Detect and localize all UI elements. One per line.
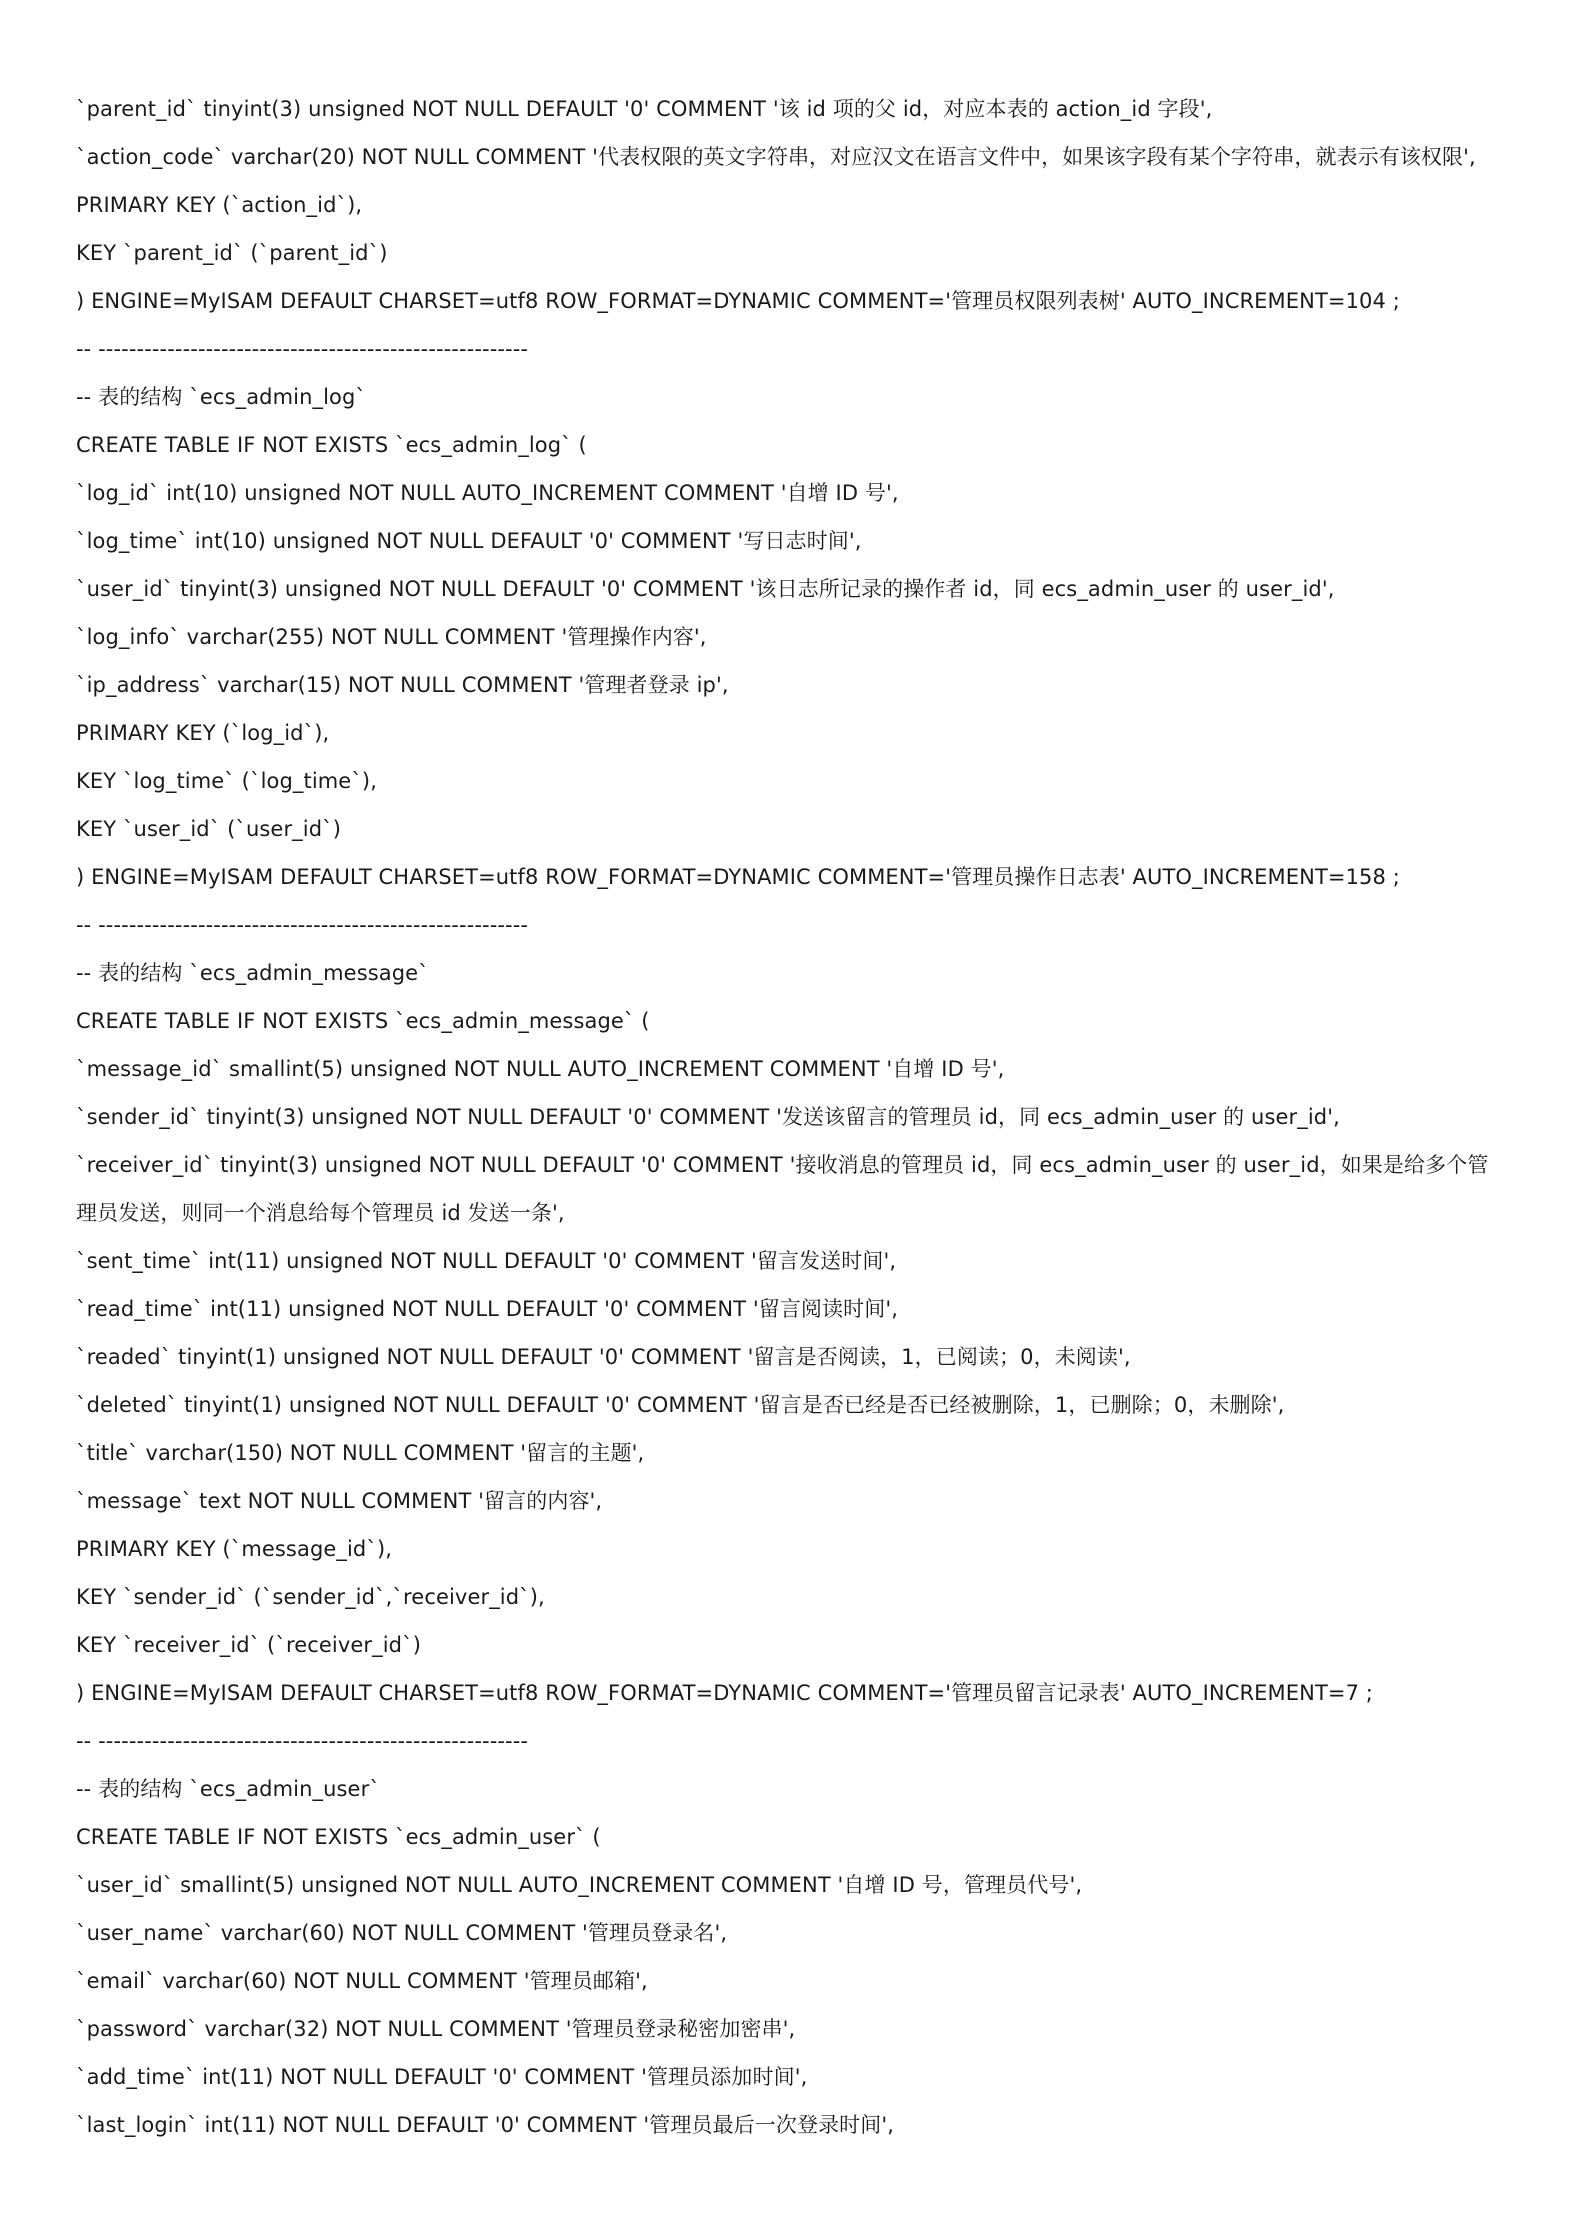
sql-line: KEY `log_time` (`log_time`), bbox=[76, 769, 377, 793]
sql-line: CREATE TABLE IF NOT EXISTS `ecs_admin_user` ( bbox=[76, 1825, 601, 1849]
sql-line: `action_code` varchar(20) NOT NULL COMMENT '代表权限的英文字符串，对应汉文在语言文件中，如果该字段有某个字符串，就表示有该权限', bbox=[76, 145, 1476, 169]
sql-line: `user_id` smallint(5) unsigned NOT NULL AUTO_INCREMENT COMMENT '自增 ID 号，管理员代号', bbox=[76, 1873, 1083, 1897]
sql-line: `parent_id` tinyint(3) unsigned NOT NULL DEFAULT '0' COMMENT '该 id 项的父 id，对应本表的 action_id 字段', bbox=[76, 97, 1213, 121]
table-structure-heading: -- 表的结构 `ecs_admin_user` bbox=[76, 1777, 380, 1801]
sql-line: `email` varchar(60) NOT NULL COMMENT '管理员邮箱', bbox=[76, 1969, 648, 1993]
separator-line: -- -------------------------------------------------------- bbox=[76, 913, 529, 937]
sql-line: `user_name` varchar(60) NOT NULL COMMENT '管理员登录名', bbox=[76, 1921, 728, 1945]
sql-line: `log_id` int(10) unsigned NOT NULL AUTO_INCREMENT COMMENT '自增 ID 号', bbox=[76, 481, 899, 505]
sql-line: `user_id` tinyint(3) unsigned NOT NULL DEFAULT '0' COMMENT '该日志所记录的操作者 id，同 ecs_admin_user 的 user_id', bbox=[76, 577, 1335, 601]
sql-line: KEY `receiver_id` (`receiver_id`) bbox=[76, 1633, 421, 1657]
sql-line: CREATE TABLE IF NOT EXISTS `ecs_admin_message` ( bbox=[76, 1009, 650, 1033]
sql-line: 理员发送，则同一个消息给每个管理员 id 发送一条', bbox=[76, 1201, 565, 1225]
separator-line: -- -------------------------------------------------------- bbox=[76, 1729, 529, 1753]
sql-line: `read_time` int(11) unsigned NOT NULL DEFAULT '0' COMMENT '留言阅读时间', bbox=[76, 1297, 898, 1321]
sql-line: PRIMARY KEY (`log_id`), bbox=[76, 721, 330, 745]
sql-line: `message` text NOT NULL COMMENT '留言的内容', bbox=[76, 1489, 603, 1513]
sql-line: `sent_time` int(11) unsigned NOT NULL DEFAULT '0' COMMENT '留言发送时间', bbox=[76, 1249, 897, 1273]
sql-line: PRIMARY KEY (`action_id`), bbox=[76, 193, 363, 217]
table-structure-heading: -- 表的结构 `ecs_admin_message` bbox=[76, 961, 429, 985]
sql-line: `sender_id` tinyint(3) unsigned NOT NULL DEFAULT '0' COMMENT '发送该留言的管理员 id，同 ecs_admin_user 的 user_id', bbox=[76, 1105, 1340, 1129]
sql-line: `deleted` tinyint(1) unsigned NOT NULL DEFAULT '0' COMMENT '留言是否已经是否已经被删除，1，已删除；0，未删除', bbox=[76, 1393, 1285, 1417]
table-structure-heading: -- 表的结构 `ecs_admin_log` bbox=[76, 385, 367, 409]
sql-line: `log_info` varchar(255) NOT NULL COMMENT '管理操作内容', bbox=[76, 625, 707, 649]
sql-line: `message_id` smallint(5) unsigned NOT NULL AUTO_INCREMENT COMMENT '自增 ID 号', bbox=[76, 1057, 1005, 1081]
separator-line: -- -------------------------------------------------------- bbox=[76, 337, 529, 361]
sql-line: `ip_address` varchar(15) NOT NULL COMMENT '管理者登录 ip', bbox=[76, 673, 729, 697]
sql-line: KEY `parent_id` (`parent_id`) bbox=[76, 241, 388, 265]
sql-line: `title` varchar(150) NOT NULL COMMENT '留言的主题', bbox=[76, 1441, 645, 1465]
sql-line: `log_time` int(10) unsigned NOT NULL DEFAULT '0' COMMENT '写日志时间', bbox=[76, 529, 862, 553]
sql-line: KEY `sender_id` (`sender_id`,`receiver_id`), bbox=[76, 1585, 545, 1609]
sql-line: ) ENGINE=MyISAM DEFAULT CHARSET=utf8 ROW_FORMAT=DYNAMIC COMMENT='管理员操作日志表' AUTO_INCREMENT=158 ; bbox=[76, 865, 1400, 889]
sql-line: PRIMARY KEY (`message_id`), bbox=[76, 1537, 393, 1561]
sql-line: KEY `user_id` (`user_id`) bbox=[76, 817, 342, 841]
sql-line: `readed` tinyint(1) unsigned NOT NULL DEFAULT '0' COMMENT '留言是否阅读，1，已阅读；0，未阅读', bbox=[76, 1345, 1131, 1369]
sql-line: `last_login` int(11) NOT NULL DEFAULT '0' COMMENT '管理员最后一次登录时间', bbox=[76, 2113, 895, 2137]
sql-line: `receiver_id` tinyint(3) unsigned NOT NULL DEFAULT '0' COMMENT '接收消息的管理员 id，同 ecs_admin_user 的 user_id，如果是给多个管 bbox=[76, 1153, 1489, 1177]
sql-line: CREATE TABLE IF NOT EXISTS `ecs_admin_log` ( bbox=[76, 433, 587, 457]
sql-line: `password` varchar(32) NOT NULL COMMENT '管理员登录秘密加密串', bbox=[76, 2017, 796, 2041]
sql-line: `add_time` int(11) NOT NULL DEFAULT '0' COMMENT '管理员添加时间', bbox=[76, 2065, 808, 2089]
sql-line: ) ENGINE=MyISAM DEFAULT CHARSET=utf8 ROW_FORMAT=DYNAMIC COMMENT='管理员权限列表树' AUTO_INCREMENT=104 ; bbox=[76, 289, 1400, 313]
sql-line: ) ENGINE=MyISAM DEFAULT CHARSET=utf8 ROW_FORMAT=DYNAMIC COMMENT='管理员留言记录表' AUTO_INCREMENT=7 ; bbox=[76, 1681, 1373, 1705]
